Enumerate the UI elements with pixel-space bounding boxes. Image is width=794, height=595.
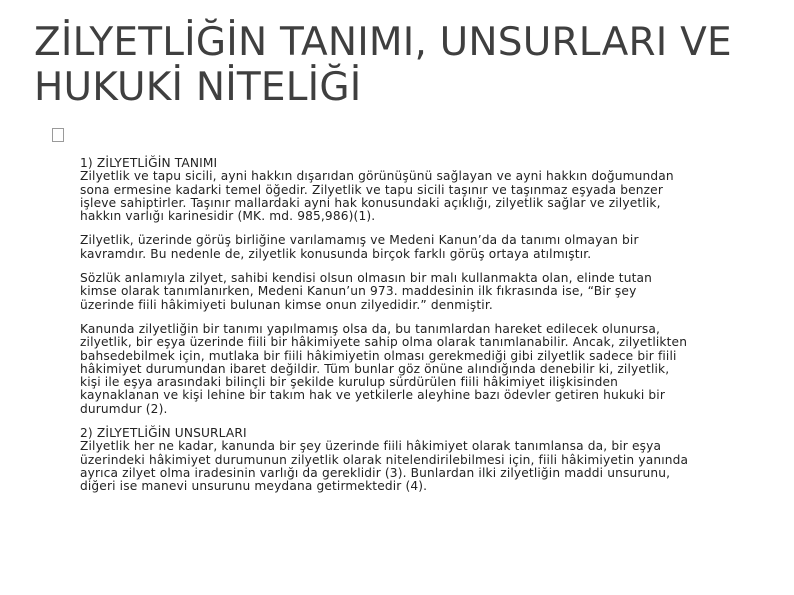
section-heading-definition: 1) ZİLYETLİĞİN TANIMI [80, 156, 218, 170]
text-line: işleve sahiptirler. Taşınır mallardaki ayni hak konusundaki açıklığı, zilyetlik sağlar ve zilyetlik, [80, 195, 661, 210]
text-line: kaynaklanan ve kişi lehine bir takım hak ve yetkilerle aleyhine bazı ödevler getiren hukuki bir [80, 388, 665, 403]
bullet-box-icon [52, 128, 64, 142]
text-line: ayrıca zilyet olma iradesinin varlığı da gereklidir (3). Bunlardan ilki zilyetliğin maddi unsurunu, [80, 465, 671, 480]
text-line: Zilyetlik ve tapu sicili, ayni hakkın dışarıdan görünüşünü sağlayan ve ayni hakkın doğumundan [80, 169, 674, 184]
text-line: kimse olarak tanımlanırken, Medeni Kanun’un 973. maddesinin ilk fıkrasında ise, “Bir şey [80, 284, 637, 299]
text-line: Zilyetlik, üzerinde görüş birliğine varılamamış ve Medeni Kanun’da da tanımı olmayan bir [80, 233, 639, 248]
slide-title-line-1: ZİLYETLİĞİN TANIMI, UNSURLARI VE [34, 20, 732, 65]
text-line: üzerinde fiili hâkimiyeti bulunan kimse onun zilyedidir.” denmiştir. [80, 297, 493, 312]
paragraph-definition [80, 157, 748, 223]
text-line: zilyetlik, bir eşya üzerinde fiili bir hâkimiyete sahip olma olarak tanımlanabilir. Ancak, zilyetlikten [80, 335, 688, 350]
text-line: üzerindeki hâkimiyet durumunun zilyetlik olarak nitelendirilebilmesi için, fiili hâkimiyetin yanında [80, 452, 689, 467]
text-line: hakkın varlığı karinesidir (MK. md. 985,986)(1). [80, 209, 376, 224]
paragraph-dictionary-meaning [80, 272, 748, 312]
text-line: Zilyetlik her ne kadar, kanunda bir şey üzerinde fiili hâkimiyet olarak tanımlansa da, bir eşya [80, 439, 662, 454]
text-line: Sözlük anlamıyla zilyet, sahibi kendisi olsun olmasın bir malı kullanmakta olan, elinde tutan [80, 271, 653, 286]
text-line: kişi ile eşya arasındaki bilinçli bir şekilde kurulup sürdürülen fiili hâkimiyet ilişkisinden [80, 375, 618, 390]
slide-body [80, 157, 748, 505]
paragraph-elements [80, 427, 748, 493]
text-line: durumdur (2). [80, 401, 168, 416]
text-line: sona ermesine kadarki temel öğedir. Zilyetlik ve tapu sicili taşınır ve taşınmaz eşyada benzer [80, 182, 663, 197]
paragraph-legal-definition [80, 323, 748, 416]
text-line: Kanunda zilyetliğin bir tanımı yapılmamış olsa da, bu tanımlardan hareket edilecek olunursa, [80, 321, 661, 336]
text-line: bahsedebilmek için, mutlaka bir fiili hâkimiyetin olması gerekmediği gibi zilyetlik sadece bir fiili [80, 348, 677, 363]
paragraph-concept [80, 234, 748, 261]
section-heading-elements: 2) ZİLYETLİĞİN UNSURLARI [80, 426, 247, 441]
slide-title [34, 20, 774, 110]
text-line: hâkimiyet durumundan ibaret değildir. Tüm bunlar göz önüne alındığında denebilir ki, zilyetlik, [80, 361, 670, 376]
slide-title-line-2: HUKUKİ NİTELİĞİ [34, 65, 362, 110]
text-line: kavramdır. Bu nedenle de, zilyetlik konusunda birçok farklı görüş ortaya atılmıştır. [80, 246, 592, 261]
text-line: diğeri ise manevi unsurunu meydana getirmektedir (4). [80, 479, 428, 494]
